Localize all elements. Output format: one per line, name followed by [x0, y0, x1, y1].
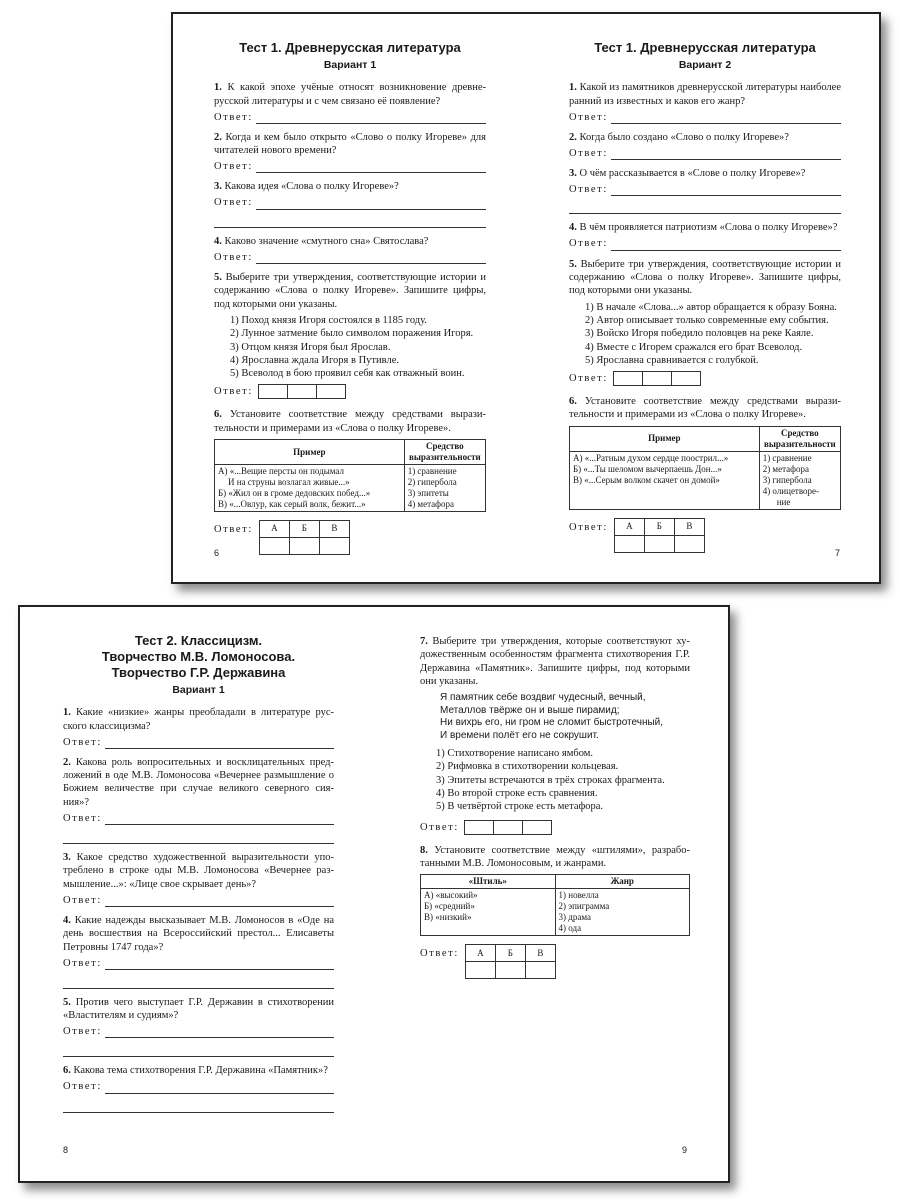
extra-answer-line[interactable] — [63, 833, 334, 844]
question-4: 4. Какие надежды высказывает М.В. Ломоносов в «Оде на день восшествия на Всероссийский престол... Елисаветы Петровны 1747 года»? — [63, 914, 334, 953]
extra-answer-line[interactable] — [63, 978, 334, 989]
answer-line[interactable]: Ответ: — [63, 736, 334, 749]
question-1: 1. К какой эпохе учёные относят возникновение древнерусской литературы и с чем связано её появление? — [214, 82, 486, 107]
answer-boxes: Ответ: — [214, 384, 486, 399]
question-6: 6. Установите соответствие между средствами выразительности и примерами из «Слова о полку Игореве». — [569, 396, 842, 421]
answer-grid: Ответ: А Б В — [214, 520, 486, 555]
answer-line[interactable]: Ответ: — [63, 1025, 334, 1038]
answer-grid: Ответ: А Б В — [569, 518, 841, 553]
option: 1) В начале «Слова...» автор обращается к образу Бояна. — [585, 301, 837, 313]
answer-line[interactable]: Ответ: — [569, 183, 841, 196]
matching-table: «Штиль» Жанр А) «высокий» Б) «средний» В) «низкий» 1) новелла 2) эпиграмма 3) драма 4) ода — [420, 874, 690, 936]
answer-cell[interactable] — [614, 535, 644, 552]
variant-label: Вариант 2 — [678, 59, 732, 71]
page-7 — [569, 40, 841, 553]
matching-table: Пример Средство выразительности А) «...Ратным духом сердце поострил...» Б) «...Ты шеломом вычерпаешь Дон...» В) «...Серым волком скачет он домой» 1) сравнение 2) метафора 3) гипербола 4) олицетворе- ние — [569, 426, 841, 510]
option: 2) Лунное затмение было символом поражения Игоря. — [230, 328, 474, 340]
answer-cell[interactable] — [319, 538, 349, 555]
spread-pages-6-7 — [171, 12, 881, 584]
answer-cell[interactable] — [525, 962, 555, 979]
page-8 — [63, 633, 334, 1120]
option: 2) Рифмовка в стихотворении кольцевая. — [436, 761, 619, 773]
poem-fragment: Я памятник себе воздвиг чудесный, вечный, Металлов твёрже он и выше пирамид; Ни вихрь его, ни гром не сломит быстротечный, И времени полёт его не сокрушит. — [440, 692, 664, 741]
option: 2) Автор описывает только современные ему события. — [585, 314, 829, 326]
question-2: 2. Какова роль вопросительных и восклицательных предложений в оде М.В. Ломоносова «Вечернее размышление о Божием величестве при случае великого северного сияния»? — [63, 756, 335, 808]
answer-line[interactable]: Ответ: — [214, 197, 486, 210]
extra-answer-line[interactable] — [214, 217, 486, 228]
option: 4) Во второй строке есть сравнения. — [436, 788, 598, 800]
question-5: 5. Выберите три утверждения, соответствующие истории и содержанию «Слова о полку Игореве». Запишите цифры, под которыми они указаны. — [214, 272, 487, 310]
answer-line[interactable]: Ответ: — [214, 251, 486, 264]
question-1: 1. Какие «низкие» жанры преобладали в литературе русского классицизма? — [63, 707, 334, 732]
answer-cell[interactable] — [288, 385, 317, 398]
answer-cell[interactable] — [523, 821, 551, 834]
answer-cell[interactable] — [259, 385, 288, 398]
question-7: 7. Выберите три утверждения, которые соответствуют художественным особенностям фрагмента стихотворения Г.Р. Державина «Памятник». Запишите цифры, под которыми они указаны. — [420, 636, 690, 687]
question-6: 6. Какова тема стихотворения Г.Р. Державина «Памятник»? — [63, 1065, 328, 1077]
answer-line[interactable]: Ответ: — [214, 111, 486, 124]
option: 3) Отцом князя Игоря был Ярослав. — [230, 341, 391, 353]
question-1: 1. Какой из памятников древнерусской литературы наиболее ранний из известных и каков его жанр? — [569, 82, 841, 107]
options-list — [230, 314, 486, 380]
question-2: 2. Когда было создано «Слово о полку Игореве»? — [569, 131, 789, 143]
answer-boxes: Ответ: — [420, 820, 690, 835]
page-title: Тест 1. Древнерусская литература — [239, 40, 461, 55]
question-5: 5. Против чего выступает Г.Р. Державин в стихотворении «Властителям и судиям»? — [63, 996, 334, 1022]
answer-cell[interactable] — [644, 535, 674, 552]
answer-line[interactable]: Ответ: — [63, 894, 334, 907]
page-number: 6 — [214, 548, 220, 558]
answer-line[interactable]: Ответ: — [214, 160, 486, 173]
answer-line[interactable]: Ответ: — [63, 957, 334, 970]
option: 1) Стихотворение написано ямбом. — [436, 748, 594, 760]
question-5: 5. Выберите три утверждения, соответствующие истории и содержанию «Слова о полку Игореве». Запишите цифры, под которыми они указаны. — [569, 258, 842, 297]
question-4: 4. В чём проявляется патриотизм «Слова о полку Игореве»? — [569, 222, 838, 234]
answer-cell[interactable] — [674, 535, 704, 552]
question-3: 3. О чём рассказывается в «Слове о полку Игореве»? — [569, 168, 806, 180]
variant-label: Вариант 1 — [323, 59, 377, 71]
question-2: 2. Когда и кем было открыто «Слово о полку Игореве» для читателей нового времени? — [214, 131, 486, 157]
options-list — [436, 747, 690, 813]
question-3: 3. Какова идея «Слова о полку Игореве»? — [214, 181, 399, 193]
answer-cell[interactable] — [465, 962, 495, 979]
page-6 — [214, 40, 486, 555]
option: 4) Вместе с Игорем сражался его брат Всеволод. — [585, 341, 803, 353]
answer-line[interactable]: Ответ: — [63, 812, 334, 825]
options-list — [585, 301, 841, 367]
matching-table: Пример Средство выразительности А) «...Вещие персты он подымал И на струны возлагал живые...» Б) «Жил он в громе дедовских побед...» В) «...Овлур, как серый волк, бежит...» 1) сравнение 2) гипербола 3) эпитеты 4) метафора — [214, 439, 486, 512]
answer-cell[interactable] — [259, 538, 289, 555]
option: 5) В четвёртой строке есть метафора. — [436, 801, 604, 813]
spread-pages-8-9 — [18, 605, 730, 1183]
answer-cell[interactable] — [494, 821, 523, 834]
answer-cell[interactable] — [317, 385, 345, 398]
option: 3) Войско Игоря победило половцев на реке Каяле. — [585, 328, 814, 340]
page-number: 9 — [682, 1145, 688, 1155]
variant-label: Вариант 1 — [172, 684, 225, 696]
answer-cell[interactable] — [614, 372, 643, 385]
answer-line[interactable]: Ответ: — [63, 1081, 334, 1094]
answer-line[interactable]: Ответ: — [569, 147, 841, 160]
page-9 — [420, 635, 690, 979]
extra-answer-line[interactable] — [63, 1046, 334, 1057]
answer-line[interactable]: Ответ: — [569, 238, 841, 251]
option: 3) Эпитеты встречаются в трёх строках фрагмента. — [436, 774, 665, 786]
option: 5) Всеволод в бою проявил себя как отважный воин. — [230, 368, 465, 380]
answer-line[interactable]: Ответ: — [569, 111, 841, 124]
option: 4) Ярославна ждала Игоря в Путивле. — [230, 354, 399, 366]
page-number: 8 — [63, 1145, 69, 1155]
question-3: 3. Какое средство художественной выразительности употреблено в строке оды М.В. Ломоносова «Вечернее размышление...»: «Лице свое скрывает день»? — [63, 852, 334, 890]
page-number: 7 — [835, 548, 841, 558]
extra-answer-line[interactable] — [569, 203, 841, 214]
page-title: Тест 1. Древнерусская литература — [594, 40, 816, 55]
extra-answer-line[interactable] — [63, 1102, 334, 1113]
answer-cell[interactable] — [672, 372, 700, 385]
answer-cell[interactable] — [643, 372, 672, 385]
option: 5) Ярославна сравнивается с голубкой. — [585, 354, 759, 366]
answer-cell[interactable] — [495, 962, 525, 979]
answer-cell[interactable] — [465, 821, 494, 834]
page-title: Тест 2. Классицизм. Творчество М.В. Ломоносова. Творчество Г.Р. Державина — [101, 633, 296, 680]
question-8: 8. Установите соответствие между «штилями», разработанными М.В. Ломоносовым, и жанрами. — [420, 844, 690, 869]
answer-cell[interactable] — [289, 538, 319, 555]
answer-boxes: Ответ: — [569, 371, 841, 386]
question-4: 4. Каково значение «смутного сна» Святослава? — [214, 235, 429, 247]
answer-grid: Ответ: А Б В — [420, 944, 690, 979]
question-6: 6. Установите соответствие между средствами выразительности и примерами из «Слова о полку Игореве». — [214, 409, 487, 434]
option: 1) Поход князя Игоря состоялся в 1185 году. — [230, 314, 427, 326]
